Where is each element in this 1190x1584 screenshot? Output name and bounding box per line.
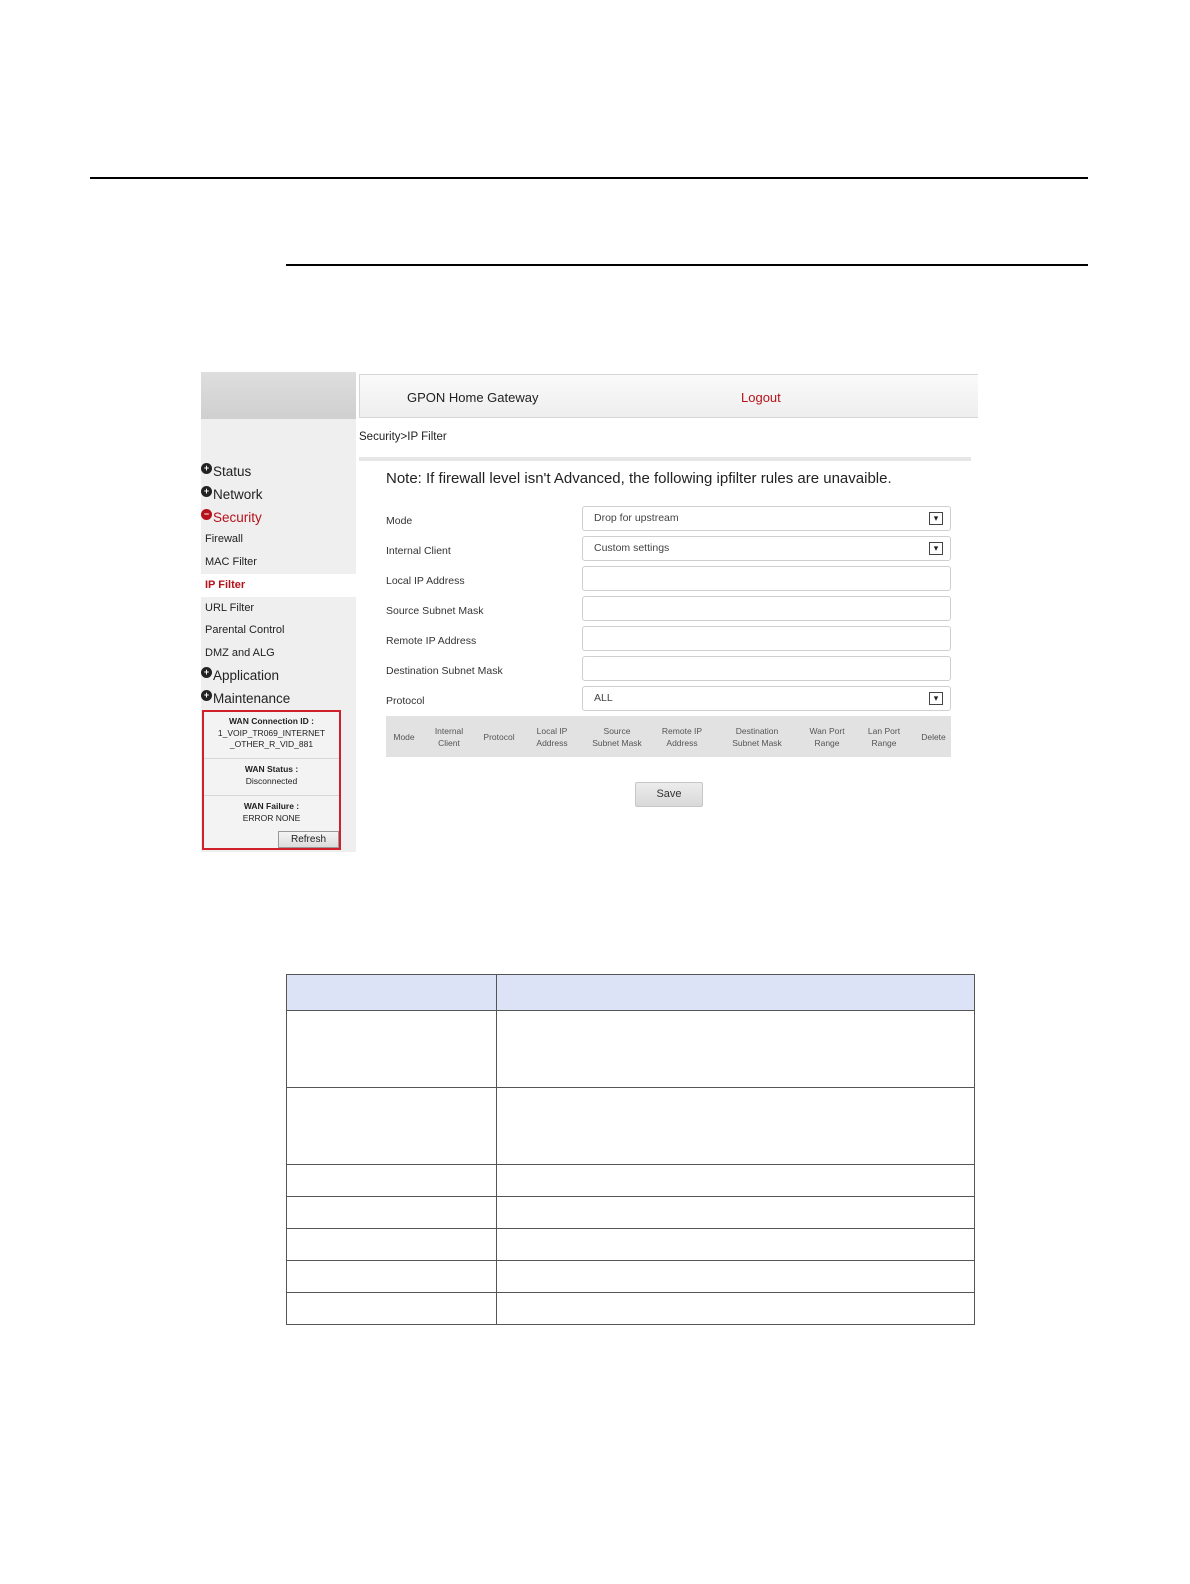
wan-connection-value: 1_VOIP_TR069_INTERNET [217,727,326,738]
wan-connection-label: WAN Connection ID : [229,716,314,726]
column-protocol: Protocol [483,731,515,742]
sidebar-item-label: Maintenance [213,690,291,706]
table-cell [287,1197,497,1229]
plus-bullet-icon: + [201,486,212,497]
minus-bullet-icon: − [201,509,212,520]
breadcrumb: Security>IP Filter [359,431,447,443]
protocol-select-value: ALL [594,692,613,704]
top-divider [90,177,1088,179]
source-subnet-mask-label: Source Subnet Mask [386,605,484,617]
table-cell [497,1261,975,1293]
refresh-button[interactable]: Refresh [278,831,339,848]
wan-status-panel [202,710,341,850]
table-row [287,1197,975,1229]
section-divider [286,264,1088,266]
table-cell [287,1293,497,1325]
rules-table-header [386,716,951,757]
app-title: GPON Home Gateway [407,390,539,405]
table-header-row [287,975,975,1011]
column-destination-subnet-mask: Destination Subnet Mask [732,725,782,748]
table-cell [287,1088,497,1165]
internal-client-select[interactable] [582,536,951,561]
remote-ip-label: Remote IP Address [386,635,477,647]
sidebar-item-network[interactable] [201,484,263,504]
sidebar-item-label: Security [213,509,262,525]
table-row [287,1293,975,1325]
chevron-down-icon: ▾ [929,542,943,555]
column-delete: Delete [921,731,946,742]
wan-connection-value-cont: _OTHER_R_VID_881 [229,739,314,749]
sidebar-item-label: Status [213,463,252,479]
wan-divider [204,758,339,759]
table-row [287,1165,975,1197]
table-header-cell [287,975,497,1011]
plus-bullet-icon: + [201,463,212,474]
column-lan-port-range: Lan Port Range [867,725,901,748]
mode-select-value: Drop for upstream [594,512,679,524]
table-row [287,1011,975,1088]
destination-subnet-mask-label: Destination Subnet Mask [386,665,503,677]
wan-divider [204,795,339,796]
wan-status-label: WAN Status : [244,764,299,774]
parameter-table [286,974,975,1325]
firewall-note: Note: If firewall level isn't Advanced, the following ipfilter rules are unavaible. [386,470,892,487]
breadcrumb-divider [359,457,971,461]
sidebar-subitem-url-filter[interactable]: URL Filter [205,602,255,614]
wan-connection-block [204,716,339,751]
sidebar-item-status[interactable] [201,461,251,481]
sidebar-item-application[interactable] [201,665,279,685]
sidebar [201,372,356,852]
sidebar-subitem-firewall[interactable]: Firewall [205,533,243,545]
internal-client-label: Internal Client [386,545,451,557]
table-cell [497,1229,975,1261]
mode-select[interactable] [582,506,951,531]
table-cell [497,1197,975,1229]
chevron-down-icon: ▾ [929,512,943,525]
wan-status-block [204,764,339,787]
table-cell [287,1229,497,1261]
table-cell [287,1165,497,1197]
sidebar-subitem-parental-control[interactable]: Parental Control [205,624,285,636]
sidebar-item-label: Application [213,667,280,683]
table-cell [287,1011,497,1088]
table-cell [497,1293,975,1325]
column-remote-ip: Remote IP Address [661,725,703,748]
table-row [287,1088,975,1165]
sidebar-item-label: Network [213,486,263,502]
table-cell [497,1088,975,1165]
source-subnet-mask-input[interactable] [582,596,951,621]
chevron-down-icon: ▾ [929,692,943,705]
local-ip-label: Local IP Address [386,575,465,587]
gateway-screenshot [201,372,978,852]
header-bar [359,374,978,418]
wan-failure-value: ERROR NONE [242,812,301,823]
column-internal-client: Internal Client [434,725,464,748]
sidebar-subitem-ip-filter[interactable]: IP Filter [205,579,246,591]
table-row [287,1229,975,1261]
table-cell [497,1165,975,1197]
wan-status-value: Disconnected [245,775,298,786]
sidebar-subitem-dmz-alg[interactable]: DMZ and ALG [205,647,275,659]
local-ip-input[interactable] [582,566,951,591]
protocol-label: Protocol [386,695,425,707]
plus-bullet-icon: + [201,690,212,701]
column-mode: Mode [393,731,415,742]
internal-client-select-value: Custom settings [594,542,670,554]
sidebar-item-security[interactable] [201,507,262,527]
table-header-cell [497,975,975,1011]
wan-failure-block [204,801,339,824]
column-source-subnet-mask: Source Subnet Mask [592,725,642,748]
table-cell [497,1011,975,1088]
mode-label: Mode [386,515,413,527]
remote-ip-input[interactable] [582,626,951,651]
logout-link[interactable]: Logout [741,390,781,405]
table-cell [287,1261,497,1293]
column-local-ip: Local IP Address [536,725,568,748]
wan-failure-label: WAN Failure : [243,801,300,811]
sidebar-header [201,372,356,419]
save-button[interactable]: Save [635,782,703,807]
sidebar-subitem-mac-filter[interactable]: MAC Filter [205,556,257,568]
table-row [287,1261,975,1293]
sidebar-item-maintenance[interactable] [201,688,290,708]
protocol-select[interactable] [582,686,951,711]
destination-subnet-mask-input[interactable] [582,656,951,681]
plus-bullet-icon: + [201,667,212,678]
column-wan-port-range: Wan Port Range [809,725,845,748]
